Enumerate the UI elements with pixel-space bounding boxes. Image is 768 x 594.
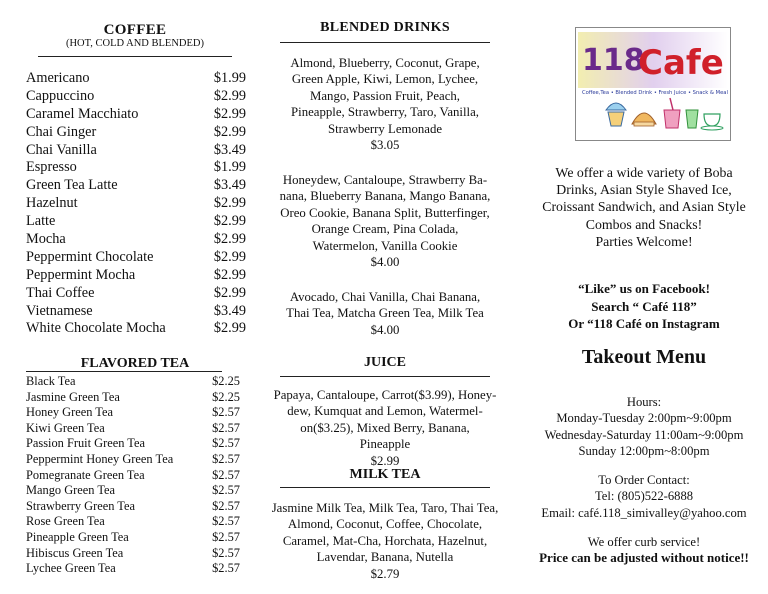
milk-tea-line: Almond, Coconut, Coffee, Chocolate, <box>287 517 483 532</box>
menu-item-price: $3.49 <box>213 177 246 194</box>
logo-tagline: Coffee,Tea • Blended Drink • Fresh Juice • Snack & Meal <box>582 90 728 96</box>
blended-group-2-line: Watermelon, Vanilla Cookie <box>312 238 458 253</box>
menu-item-row <box>26 452 246 468</box>
contact-block <box>520 472 768 521</box>
menu-item-row <box>26 436 246 452</box>
menu-item-price: $1.99 <box>213 70 246 86</box>
blended-group-1 <box>258 55 512 153</box>
menu-item-name: White Chocolate Mocha <box>26 320 166 337</box>
blended-group-2 <box>258 172 512 270</box>
menu-item-name: Strawberry Green Tea <box>26 498 135 513</box>
menu-item-price: $2.99 <box>213 320 246 337</box>
offer-line: Combos and Snacks! <box>585 216 703 232</box>
blended-drinks-heading: BLENDED DRINKS <box>320 20 450 35</box>
menu-item-row <box>26 213 246 231</box>
coffee-divider <box>38 56 232 57</box>
menu-item-name: Jasmine Green Tea <box>26 389 120 404</box>
juice-price: $2.99 <box>370 453 400 468</box>
menu-item-price: $2.25 <box>212 374 240 388</box>
menu-item-row <box>26 124 246 142</box>
menu-item-row <box>26 390 246 406</box>
hours-line: Monday-Tuesday 2:00pm~9:00pm <box>556 411 732 426</box>
juice-line: on($3.25), Mixed Berry, Banana, <box>300 420 470 435</box>
juice-divider <box>280 376 490 377</box>
blended-group-3-line: Avocado, Chai Vanilla, Chai Banana, <box>289 290 481 304</box>
blended-group-3 <box>258 289 512 338</box>
hours-line: Sunday 12:00pm~8:00pm <box>578 444 710 459</box>
menu-item-price: $2.99 <box>213 213 246 230</box>
price-notice: Price can be adjusted without notice!! <box>539 550 749 566</box>
menu-item-price: $2.57 <box>212 483 240 498</box>
instagram-line: Or “118 Café on Instagram <box>568 316 720 332</box>
menu-item-row <box>26 285 246 303</box>
menu-item-row <box>26 231 246 249</box>
menu-item-name: Peppermint Chocolate <box>26 248 154 265</box>
milk-tea-heading: MILK TEA <box>349 467 421 482</box>
flavored-tea-divider <box>26 371 222 372</box>
menu-item-name: Mocha <box>26 231 66 248</box>
menu-item-price: $2.99 <box>213 248 246 265</box>
menu-item-name: Rose Green Tea <box>26 514 105 529</box>
blended-group-2-line: Honeydew, Cantaloupe, Strawberry Ba- <box>282 173 488 187</box>
menu-item-name: Kiwi Green Tea <box>26 420 105 435</box>
juice-group <box>258 387 512 469</box>
menu-item-price: $2.25 <box>212 389 240 404</box>
offer-text <box>520 164 768 250</box>
menu-item-price: $3.49 <box>213 141 246 158</box>
cafe-logo-art <box>576 28 730 140</box>
search-line: Search “ Café 118” <box>591 298 697 314</box>
menu-item-row <box>26 195 246 213</box>
menu-item-row <box>26 530 246 546</box>
coffee-list <box>26 70 246 338</box>
menu-item-row <box>26 514 246 530</box>
menu-item-name: Hibiscus Green Tea <box>26 545 124 560</box>
menu-item-price: $2.99 <box>213 231 246 248</box>
blended-price-2: $4.00 <box>370 255 400 270</box>
coffee-subtitle: (HOT, COLD AND BLENDED) <box>65 38 205 49</box>
menu-item-price: $2.57 <box>212 545 240 560</box>
blended-group-1-line: Strawberry Lemonade <box>327 121 443 136</box>
menu-item-price: $2.57 <box>212 561 240 576</box>
juice-line: Pineapple <box>359 437 411 452</box>
menu-item-price: $2.57 <box>212 498 240 513</box>
takeout-menu-title: Takeout Menu <box>581 346 707 368</box>
menu-item-price: $2.99 <box>213 195 246 212</box>
hours-block <box>520 394 768 460</box>
left-column <box>0 0 250 594</box>
menu-item-row <box>26 421 246 437</box>
logo-wordmark: 118 <box>582 43 645 78</box>
milk-tea-line: Jasmine Milk Tea, Milk Tea, Taro, Thai Tea, <box>271 501 499 515</box>
menu-item-price: $2.57 <box>212 405 240 420</box>
blended-group-1-line: Pineapple, Strawberry, Taro, Vanilla, <box>291 105 479 120</box>
menu-item-row <box>26 374 246 390</box>
menu-item-row <box>26 499 246 515</box>
menu-item-price: $3.49 <box>213 302 246 319</box>
blended-price-1: $3.05 <box>370 138 400 153</box>
menu-item-name: Thai Coffee <box>26 284 95 301</box>
offer-line: We offer a wide variety of Boba <box>555 165 733 180</box>
middle-column <box>258 0 512 594</box>
menu-item-name: Pomegranate Green Tea <box>26 467 145 482</box>
right-column <box>520 0 768 594</box>
menu-item-row <box>26 483 246 499</box>
juice-line: dew, Kumquat and Lemon, Watermel- <box>287 404 483 419</box>
menu-item-row <box>26 546 246 562</box>
menu-item-price: $2.57 <box>212 451 240 466</box>
menu-item-row <box>26 267 246 285</box>
menu-item-price: $2.99 <box>213 284 246 301</box>
curb-block <box>520 534 768 567</box>
tea-cup-icon <box>701 114 723 130</box>
menu-item-name: Espresso <box>26 159 77 176</box>
menu-item-row <box>26 177 246 195</box>
milk-tea-line: Lavendar, Banana, Nutella <box>316 550 454 565</box>
blended-group-1-line: Mango, Passion Fruit, Peach, <box>309 88 460 103</box>
menu-item-row <box>26 88 246 106</box>
shaved-ice-icon <box>606 103 626 126</box>
milk-tea-divider <box>280 487 490 488</box>
cup-icons <box>606 98 723 130</box>
menu-item-name: Lychee Green Tea <box>26 561 116 576</box>
menu-item-row <box>26 159 246 177</box>
juice-icon <box>686 110 698 128</box>
menu-item-row <box>26 405 246 421</box>
hours-line: Wednesday-Saturday 11:00am~9:00pm <box>544 427 744 442</box>
menu-item-name: Americano <box>26 70 90 86</box>
blended-divider <box>280 42 490 43</box>
menu-item-name: Vietnamese <box>26 302 93 319</box>
flavored-tea-list <box>26 374 246 577</box>
menu-item-name: Caramel Macchiato <box>26 105 139 122</box>
menu-item-price: $2.99 <box>213 87 246 104</box>
juice-heading: JUICE <box>363 355 406 370</box>
blended-group-3-line: Thai Tea, Matcha Green Tea, Milk Tea <box>286 306 484 321</box>
offer-line: Drinks, Asian Style Shaved Ice, <box>556 182 732 198</box>
facebook-line: “Like” us on Facebook! <box>578 281 710 296</box>
menu-item-name: Mango Green Tea <box>26 483 116 498</box>
menu-item-name: Chai Vanilla <box>26 141 97 158</box>
hours-label: Hours: <box>626 395 662 409</box>
menu-item-price: $2.57 <box>212 529 240 544</box>
email-address: Email: café.118_simivalley@yahoo.com <box>541 505 747 520</box>
menu-item-name: Black Tea <box>26 374 76 388</box>
menu-item-row <box>26 70 246 88</box>
blended-group-1-line: Almond, Blueberry, Coconut, Grape, <box>290 56 480 70</box>
menu-item-name: Cappuccino <box>26 87 95 104</box>
menu-item-name: Latte <box>26 213 56 230</box>
menu-item-price: $2.57 <box>212 420 240 435</box>
blended-price-3: $4.00 <box>370 322 400 337</box>
blended-group-2-line: Orange Cream, Pina Colada, <box>311 222 459 237</box>
curb-service-text: We offer curb service! <box>587 535 701 549</box>
menu-item-name: Chai Ginger <box>26 123 97 140</box>
cafe-logo <box>575 27 731 141</box>
menu-item-name: Green Tea Latte <box>26 177 118 194</box>
menu-item-name: Peppermint Mocha <box>26 266 136 283</box>
offer-line: Croissant Sandwich, and Asian Style <box>542 199 746 215</box>
menu-item-price: $2.57 <box>212 436 240 451</box>
juice-line: Papaya, Cantaloupe, Carrot($3.99), Honey- <box>273 388 497 402</box>
menu-item-row <box>26 561 246 577</box>
milk-tea-line: Caramel, Mat-Cha, Horchata, Hazelnut, <box>282 533 488 548</box>
offer-line: Parties Welcome! <box>595 233 693 249</box>
menu-item-row <box>26 320 246 338</box>
menu-item-price: $2.57 <box>212 467 240 482</box>
menu-item-price: $2.99 <box>213 105 246 122</box>
phone-number: Tel: (805)522-6888 <box>594 489 694 504</box>
menu-item-row <box>26 249 246 267</box>
blended-group-1-line: Green Apple, Kiwi, Lemon, Lychee, <box>291 72 479 87</box>
menu-item-price: $2.99 <box>213 123 246 140</box>
menu-item-row <box>26 106 246 124</box>
contact-label: To Order Contact: <box>598 473 690 487</box>
menu-item-row <box>26 142 246 160</box>
menu-item-price: $2.99 <box>213 266 246 283</box>
milk-tea-group <box>258 500 512 582</box>
menu-item-row <box>26 303 246 321</box>
menu-item-price: $1.99 <box>213 159 246 176</box>
menu-item-name: Pineapple Green Tea <box>26 529 129 544</box>
menu-item-name: Hazelnut <box>26 195 78 212</box>
menu-item-name: Passion Fruit Green Tea <box>26 436 146 451</box>
menu-item-name: Peppermint Honey Green Tea <box>26 451 174 466</box>
blended-group-2-line: Oreo Cookie, Banana Split, Butterfinger, <box>280 205 490 220</box>
menu-item-price: $2.57 <box>212 514 240 529</box>
boba-drink-icon <box>664 98 680 128</box>
menu-item-name: Honey Green Tea <box>26 405 113 420</box>
social-text <box>520 280 768 333</box>
blended-group-2-line: nana, Blueberry Banana, Mango Banana, <box>279 189 491 204</box>
menu-item-row <box>26 468 246 484</box>
flavored-tea-heading: FLAVORED TEA <box>80 356 190 371</box>
sandwich-icon <box>632 113 656 126</box>
coffee-heading: COFFEE <box>103 22 167 38</box>
logo-wordmark-cafe: Cafe <box>638 43 724 83</box>
milk-tea-price: $2.79 <box>370 566 400 581</box>
